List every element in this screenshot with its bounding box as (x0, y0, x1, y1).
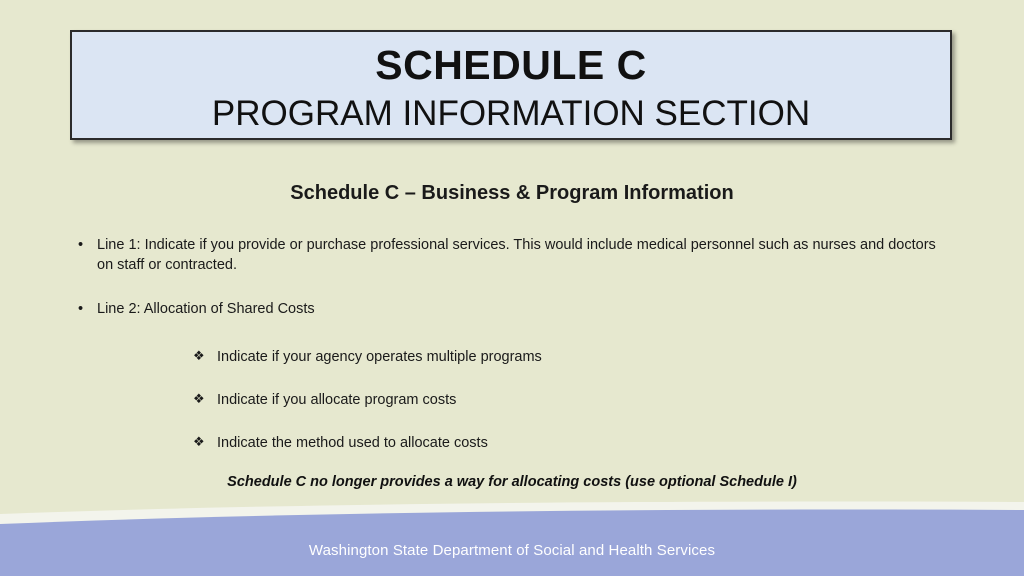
section-heading: Schedule C – Business & Program Information (290, 182, 734, 204)
schedule-note: Schedule C no longer provides a way for allocating costs (use optional Schedule I) (227, 474, 797, 490)
sub-bullet-text: Indicate if your agency operates multiple programs (217, 349, 542, 365)
diamond-bullet-icon: ❖ (193, 349, 205, 364)
slide-subtitle: PROGRAM INFORMATION SECTION (211, 94, 811, 133)
diamond-bullet-icon: ❖ (193, 435, 205, 450)
footer-band (0, 500, 1024, 576)
footer-organization: Washington State Department of Social and Health Services (308, 542, 716, 559)
bullet-dot-icon: • (78, 237, 84, 253)
diamond-bullet-icon: ❖ (193, 392, 205, 407)
sub-bullet-text: Indicate the method used to allocate costs (217, 435, 488, 451)
bullet-text: Line 2: Allocation of Shared Costs (97, 301, 315, 317)
bullet-text: Line 1: Indicate if you provide or purchase professional services. This would include medical personnel such as nurses and doctors on staff or contracted. (97, 237, 936, 273)
title-box (70, 30, 952, 140)
sub-bullet-text: Indicate if you allocate program costs (217, 392, 457, 408)
slide-title: SCHEDULE C (375, 42, 647, 88)
bullet-dot-icon: • (78, 301, 84, 317)
